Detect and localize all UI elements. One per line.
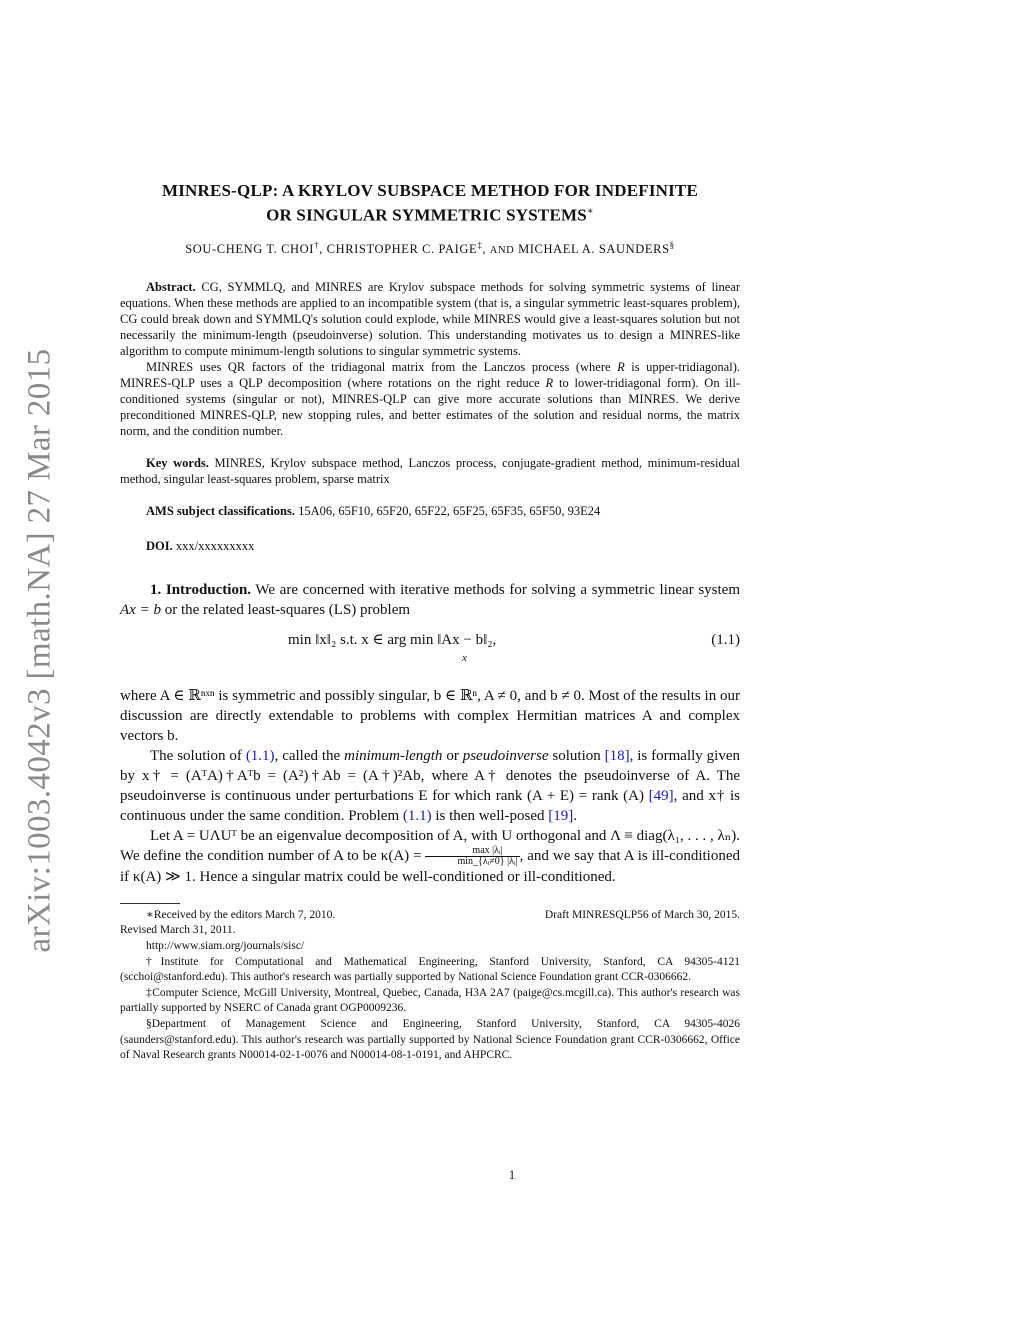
- footnote-url[interactable]: http://www.siam.org/journals/sisc/: [146, 940, 305, 953]
- ref-eq-1-1[interactable]: (1.1): [402, 807, 432, 824]
- author-saunders-mark: §: [669, 239, 675, 250]
- author-paige-mark: ‡: [477, 239, 483, 250]
- ams-text: 15A06, 65F10, 65F20, 65F22, 65F25, 65F35, 65F50, 93E24: [298, 503, 601, 518]
- footnote-revised: Revised March 31, 2011.: [120, 924, 236, 937]
- abstract: [120, 279, 740, 439]
- intro-text-3a: The solution of: [150, 747, 246, 764]
- intro-text-3h: .: [573, 807, 578, 824]
- intro-text-3e: , is formally given by x† = (AᵀA)†Aᵀb = (A²)†Ab = (A†)²Ab, where A† denotes the pseudoinverse of A. The pseudoinverse is continuous under perturbations E for which rank (A + E) = rank (A): [120, 747, 741, 804]
- equation-1-1: [120, 630, 740, 674]
- intro-text-3g: is then well-posed: [431, 807, 549, 824]
- intro-paragraph-1: [120, 580, 740, 620]
- footnote-draft-label: Draft MINRESQLP56 of March 30, 2015.: [544, 908, 740, 921]
- keywords-label: Key words.: [146, 455, 209, 470]
- footnote-paige: ‡Computer Science, McGill University, Montreal, Quebec, Canada, H3A 2A7 (paige@cs.mcgill.ca). This author's research was partially supported by NSERC of Canada grant OGP0009236.: [120, 986, 740, 1015]
- citation-18[interactable]: [18]: [604, 747, 630, 764]
- title-footnote-mark: ∗: [586, 206, 594, 217]
- footnote-rule: [120, 903, 180, 904]
- condition-number-fraction: [425, 846, 519, 867]
- intro-text-1b: or the related least-squares (LS) problem: [160, 601, 411, 618]
- fraction-numerator: max |λᵢ|: [425, 846, 519, 857]
- author-and: AND: [489, 244, 515, 256]
- intro-text-3f: , and x† is continuous under the same condition. Problem: [120, 787, 740, 824]
- abstract-text-2a: MINRES uses QR factors of the tridiagonal matrix from the Lanczos process (where: [146, 359, 618, 374]
- intro-text-1a: We are concerned with iterative methods for solving a symmetric linear system: [255, 581, 741, 598]
- intro-text-4a: Let A = UΛUᵀ be an eigenvalue decomposition of A, with U orthogonal and Λ ≡ diag(λ₁, . . . , λₙ). We define the condition number of A to be κ(A) =: [120, 827, 740, 864]
- arxiv-stamp: [16, 330, 64, 970]
- title-line-1: MINRES-QLP: A KRYLOV SUBSPACE METHOD FOR INDEFINITE: [161, 181, 699, 200]
- footnote-received-date: ∗Received by the editors March 7, 2010.: [146, 908, 336, 921]
- footnote-saunders: §Department of Management Science and Engineering, Stanford University, Stanford, CA 94305-4026 (saunders@stanford.edu). This author's research was partially supported by National Science Foundation grant CCR-0306662, Office of Naval Research grants N00014-02-1-0076 and N00014-08-1-0191, and AHPCRC.: [120, 1018, 740, 1062]
- footnotes: [120, 908, 740, 1064]
- math-ax-b: Ax = b: [120, 601, 161, 618]
- abstract-paragraph-2: [120, 359, 740, 439]
- introduction-section: [120, 580, 740, 887]
- equation-subscript: x: [462, 651, 467, 664]
- abstract-label: Abstract.: [146, 279, 196, 294]
- abstract-text-1: CG, SYMMLQ, and MINRES are Krylov subspace methods for solving symmetric systems of linear equations. When these methods are applied to an incompatible system (that is, a singular symmetric least-squares problem), CG could break down and SYMMLQ's solution could explode, while MINRES would give a least-squares solution but not necessarily the minimum-length (pseudoinverse) solution. This understanding motivates us to design a MINRES-like algorithm to compute minimum-length solutions to singular symmetric systems.: [120, 279, 740, 358]
- title-line-2: OR SINGULAR SYMMETRIC SYSTEMS: [266, 205, 587, 225]
- paper-title: [120, 180, 740, 226]
- keywords: [120, 455, 740, 487]
- abstract-text-2b: is upper-tridiagonal). MINRES-QLP uses a QLP decomposition (where rotations on the right reduce: [120, 359, 740, 390]
- term-minimum-length: minimum-length: [344, 747, 443, 764]
- abstract-text-2c: to lower-tridiagonal form). On ill-conditioned systems (singular or not), MINRES-QLP can give more accurate solutions than MINRES. We derive preconditioned MINRES-QLP, new stopping rules, and better estimates of the solution and residual norms, the matrix norm, and the condition number.: [120, 375, 740, 438]
- intro-paragraph-3: [120, 746, 740, 826]
- equation-body: min ‖x‖₂ s.t. x ∈ arg min ‖Ax − b‖₂,: [288, 631, 497, 648]
- doi-label: DOI.: [146, 538, 173, 553]
- intro-text-4b: , and we say that A is ill-conditioned if κ(A) ≫ 1. Hence a singular matrix could be well-conditioned or ill-conditioned.: [120, 847, 740, 885]
- ams-classification: [120, 504, 740, 519]
- intro-paragraph-4: [120, 826, 740, 887]
- fraction-denominator: min_{λᵢ≠0} |λᵢ|: [457, 855, 518, 867]
- author-list: SOU-CHENG T. CHOI†, CHRISTOPHER C. PAIGE‡, AND MICHAEL A. SAUNDERS§: [185, 239, 675, 256]
- intro-paragraph-2: [120, 686, 740, 746]
- intro-text-2: where A ∈ ℝⁿˣⁿ is symmetric and possibly singular, b ∈ ℝⁿ, A ≠ 0, and b ≠ 0. Most of the results in our discussion are directly extendable to problems with complex Hermitian matrices A and complex vectors b.: [120, 687, 740, 744]
- footnote-received: [120, 908, 740, 924]
- intro-text-3c: or: [442, 747, 463, 764]
- citation-19[interactable]: [19]: [548, 807, 574, 824]
- math-r: R: [545, 375, 554, 390]
- paper-page: [120, 180, 740, 1064]
- citation-49[interactable]: [49]: [648, 787, 674, 804]
- doi: [120, 539, 740, 554]
- abstract-paragraph-1: [120, 279, 740, 359]
- footnote-choi: †Institute for Computational and Mathematical Engineering, Stanford University, Stanford, CA 94305-4121 (scchoi@stanford.edu). This author's research was partially supported by National Science Foundation grant CCR-0306662.: [120, 955, 740, 984]
- equation-number: (1.1): [711, 631, 740, 648]
- intro-text-3b: , called the: [274, 747, 345, 764]
- term-pseudoinverse: pseudoinverse: [462, 747, 549, 764]
- math-r: R: [617, 359, 625, 374]
- keywords-text: MINRES, Krylov subspace method, Lanczos process, conjugate-gradient method, minimum-residual method, singular least-squares problem, sparse matrix: [120, 455, 740, 486]
- ams-label: AMS subject classifications.: [146, 503, 295, 518]
- intro-text-3d: solution: [548, 747, 605, 764]
- section-heading: 1. Introduction.: [150, 581, 252, 598]
- author-choi-mark: †: [314, 239, 320, 250]
- author-saunders: MICHAEL A. SAUNDERS: [518, 241, 670, 256]
- ref-eq-1-1[interactable]: (1.1): [245, 747, 275, 764]
- page-number: 1: [508, 1168, 516, 1182]
- doi-text: xxx/xxxxxxxxx: [175, 538, 255, 553]
- author-choi: SOU-CHENG T. CHOI: [185, 241, 315, 256]
- arxiv-stamp-text: arXiv:1003.4042v3 [math.NA] 27 Mar 2015: [21, 347, 58, 953]
- author-paige: CHRISTOPHER C. PAIGE: [326, 241, 478, 256]
